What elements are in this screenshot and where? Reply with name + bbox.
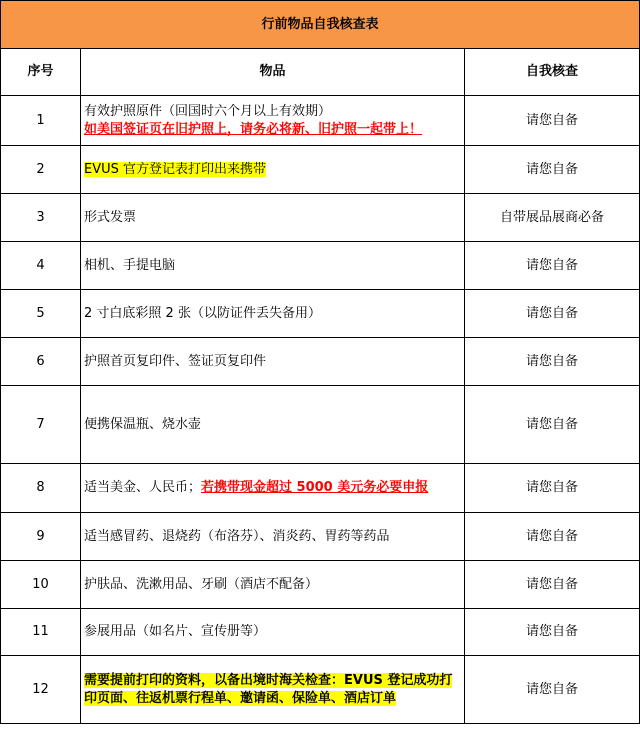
row-check: 请您自备 — [465, 96, 640, 146]
row-item-text: 适当美金、人民币； — [84, 480, 202, 495]
row-num: 1 — [1, 96, 81, 146]
row-num: 2 — [1, 146, 81, 194]
row-check: 请您自备 — [465, 513, 640, 561]
table-title: 行前物品自我核查表 — [1, 1, 640, 49]
row-item-warning: 若携带现金超过 5000 美元务必要申报 — [201, 480, 429, 495]
row-num: 11 — [1, 609, 81, 656]
table-row — [1, 464, 640, 513]
table-row — [1, 338, 640, 386]
row-num: 7 — [1, 386, 81, 464]
table-row — [1, 146, 640, 194]
row-num: 6 — [1, 338, 81, 386]
row-item: 护照首页复印件、签证页复印件 — [81, 338, 465, 386]
table-row — [1, 609, 640, 656]
row-num: 8 — [1, 464, 81, 513]
table-row — [1, 194, 640, 242]
row-item — [81, 146, 465, 194]
header-row — [1, 49, 640, 96]
row-check: 请您自备 — [465, 146, 640, 194]
table-row — [1, 561, 640, 609]
row-check: 请您自备 — [465, 386, 640, 464]
row-item-text: 有效护照原件（回国时六个月以上有效期） — [84, 103, 332, 119]
row-item-text: 需要提前打印的资料，以备出境时海关检查：EVUS 登记成功打印页面、往返机票行程单、邀请函、保险单、酒店订单 — [84, 672, 453, 706]
row-item: 形式发票 — [81, 194, 465, 242]
row-item-text: EVUS 官方登记表打印出来携带 — [84, 161, 267, 177]
table-row — [1, 96, 640, 146]
row-item — [81, 96, 465, 146]
header-num: 序号 — [1, 49, 81, 96]
row-item — [81, 656, 465, 724]
row-num: 5 — [1, 290, 81, 338]
row-num: 3 — [1, 194, 81, 242]
table-row — [1, 386, 640, 464]
row-item: 2 寸白底彩照 2 张（以防证件丢失备用） — [81, 290, 465, 338]
header-check: 自我核查 — [465, 49, 640, 96]
row-num: 10 — [1, 561, 81, 609]
row-check: 请您自备 — [465, 290, 640, 338]
row-check: 自带展品展商必备 — [465, 194, 640, 242]
table-row — [1, 656, 640, 724]
row-item: 适当感冒药、退烧药（布洛芬）、消炎药、胃药等药品 — [81, 513, 465, 561]
title-row — [1, 1, 640, 49]
table-row — [1, 290, 640, 338]
row-item: 参展用品（如名片、宣传册等） — [81, 609, 465, 656]
row-num: 12 — [1, 656, 81, 724]
row-item — [81, 464, 465, 513]
row-check: 请您自备 — [465, 464, 640, 513]
row-num: 4 — [1, 242, 81, 290]
row-check: 请您自备 — [465, 656, 640, 724]
row-check: 请您自备 — [465, 242, 640, 290]
table-row — [1, 242, 640, 290]
header-item: 物品 — [81, 49, 465, 96]
table-row — [1, 513, 640, 561]
row-item-warning: 如美国签证页在旧护照上，请务必将新、旧护照一起带上！ — [84, 121, 423, 137]
row-check: 请您自备 — [465, 561, 640, 609]
row-check: 请您自备 — [465, 609, 640, 656]
row-num: 9 — [1, 513, 81, 561]
row-item: 护肤品、洗漱用品、牙刷（酒店不配备） — [81, 561, 465, 609]
row-item: 相机、手提电脑 — [81, 242, 465, 290]
row-check: 请您自备 — [465, 338, 640, 386]
row-item: 便携保温瓶、烧水壶 — [81, 386, 465, 464]
